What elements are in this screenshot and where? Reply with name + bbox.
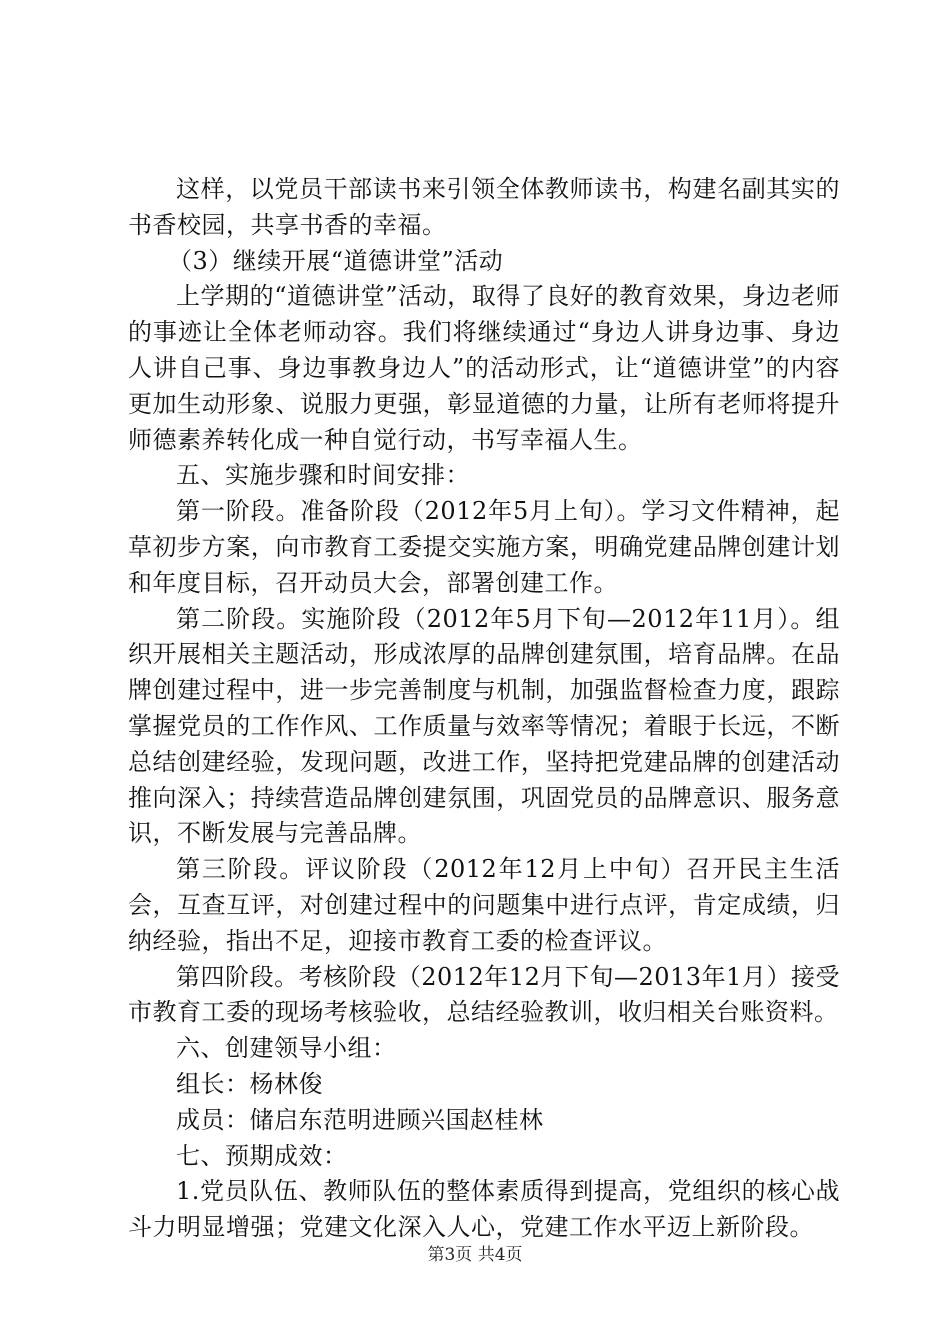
- paragraph-stage-one: 第一阶段。准备阶段（2012年5月上旬）。学习文件精神，起草初步方案，向市教育工委提交实施方案，明确党建品牌创建计划和年度目标，召开动员大会，部署创建工作。: [128, 497, 840, 597]
- paragraph-expected-result-1: 1.党员队伍、教师队伍的整体素质得到提高，党组织的核心战斗力明显增强；党建文化深入人心，党建工作水平迈上新阶段。: [128, 1177, 840, 1242]
- page-number-footer: 第3页 共4页: [427, 1245, 523, 1265]
- heading-moral-lecture: （3）继续开展“道德讲堂”活动: [168, 246, 504, 275]
- paragraph-reading-campaign: 这样，以党员干部读书来引领全体教师读书，构建名副其实的书香校园，共享书香的幸福。: [128, 175, 840, 239]
- members-line: 成员：储启东范明进顾兴国赵桂林: [176, 1105, 544, 1134]
- heading-implementation-steps: 五、实施步骤和时间安排：: [176, 461, 470, 490]
- heading-leadership-group: 六、创建领导小组：: [176, 1034, 397, 1063]
- document-body: [128, 172, 840, 1246]
- paragraph-stage-two: 第二阶段。实施阶段（2012年5月下旬—2012年11月）。组织开展相关主题活动，形成浓厚的品牌创建氛围，培育品牌。在品牌创建过程中，进一步完善制度与机制，加强监督检查力度，跟踪掌握党员的工作作风、工作质量与效率等情况；着眼于长远，不断总结创建经验，发现问题，改进工作，坚持把党建品牌的创建活动推向深入；持续营造品牌创建氛围，巩固党员的品牌意识、服务意识，不断发展与完善品牌。: [128, 604, 840, 848]
- paragraph-moral-lecture: 上学期的“道德讲堂”活动，取得了良好的教育效果，身边老师的事迹让全体老师动容。我们将继续通过“身边人讲身边事、身边人讲自己事、身边事教身边人”的活动形式，让“道德讲堂”的内容更加生动形象、说服力更强，彰显道德的力量，让所有老师将提升师德素养转化成一种自觉行动，书写幸福人生。: [128, 282, 840, 454]
- heading-expected-results: 七、预期成效：: [176, 1141, 348, 1170]
- leader-line: 组长：杨林俊: [176, 1069, 323, 1098]
- paragraph-stage-four: 第四阶段。考核阶段（2012年12月下旬—2013年1月）接受市教育工委的现场考核验收，总结经验教训，收归相关台账资料。: [128, 962, 840, 1027]
- paragraph-stage-three: 第三阶段。评议阶段（2012年12月上中旬）召开民主生活会，互查互评，对创建过程中的问题集中进行点评，肯定成绩，归纳经验，指出不足，迎接市教育工委的检查评议。: [128, 855, 840, 955]
